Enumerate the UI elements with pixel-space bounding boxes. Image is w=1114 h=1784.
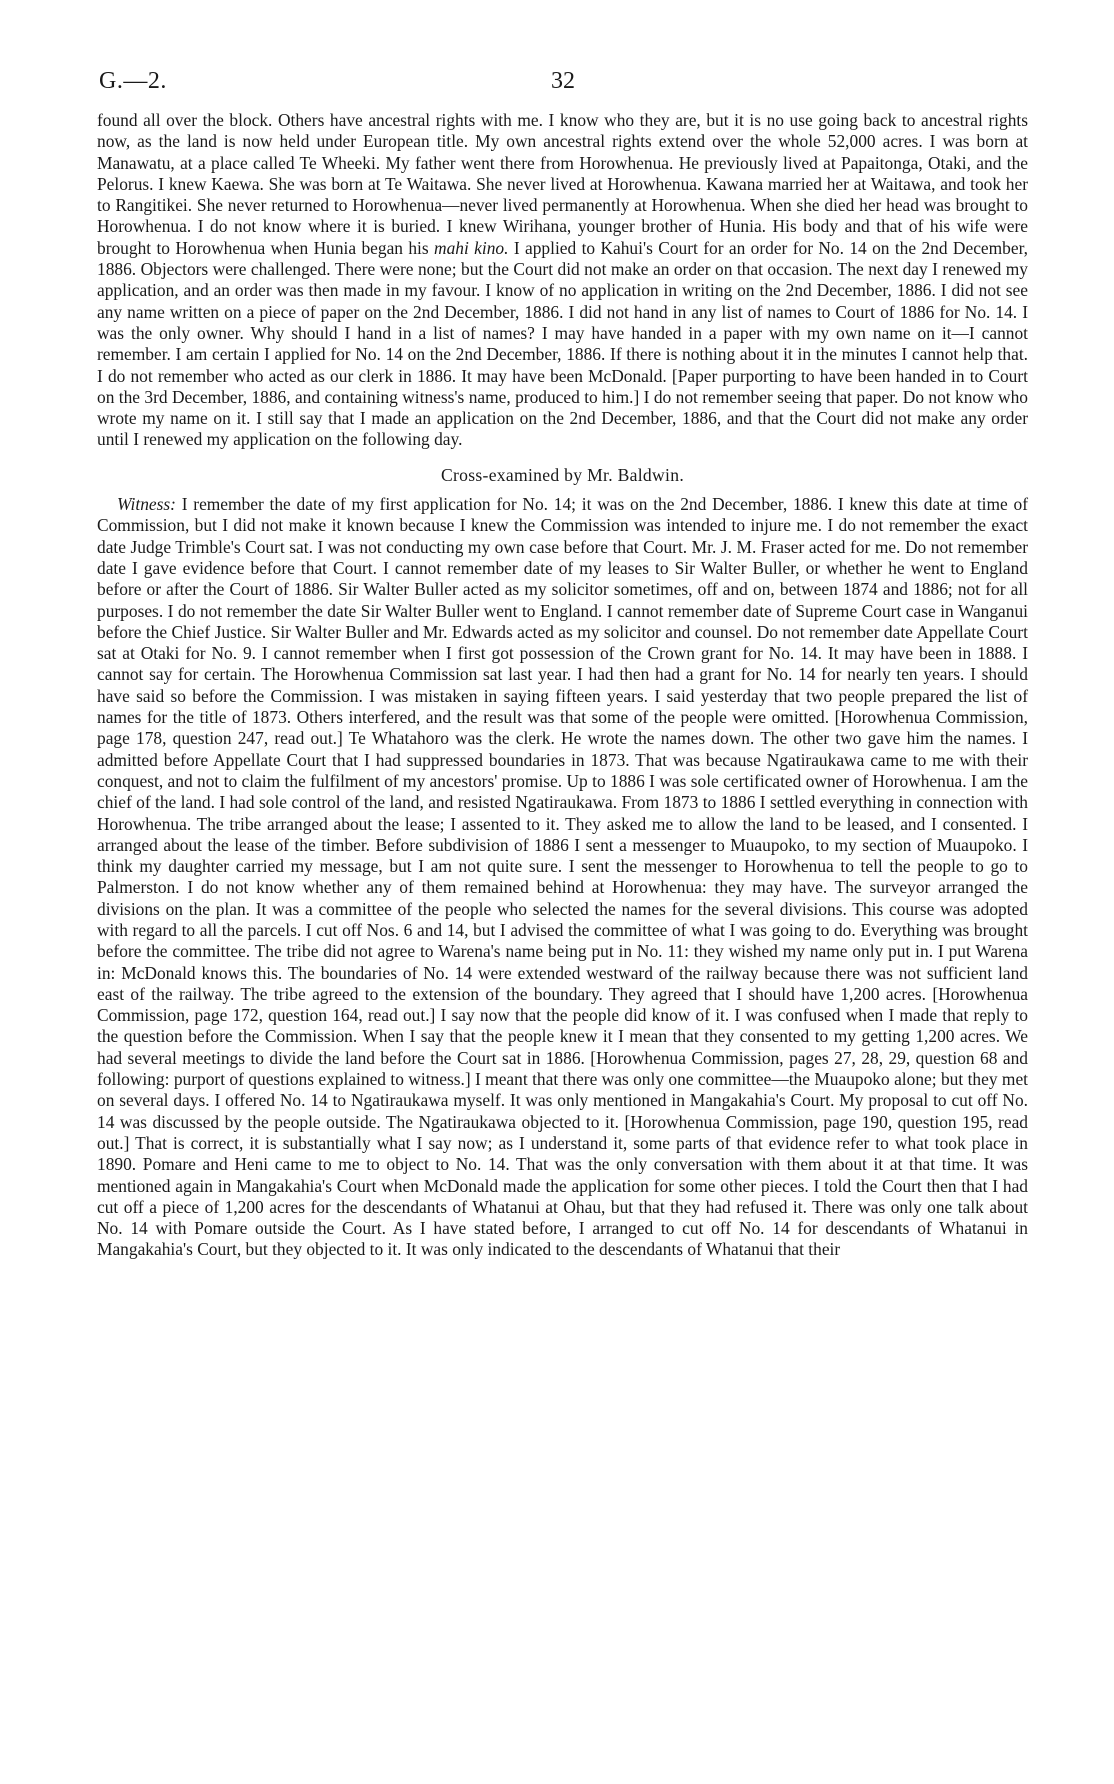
page-header (97, 62, 1028, 102)
speaker-label: Witness: (117, 494, 176, 515)
section-heading: Cross-examined by Mr. Baldwin. (440, 464, 685, 485)
document-reference: G.—2. (99, 68, 167, 94)
paragraph-text: I applied to Kahui's Court for an order for No. 14 on the 2nd December, 1886. Objectors were challenged. There were none; but the Court did not make an order on that occasion. The next day I renewed my application, and an order was then made in my favour. I know of no application in writing on the 2nd December, 1886. I did not see any name written on a piece of paper on the 2nd December, 1886. I did not hand in any list of names to Court of 1886 for No. 14. I was the only owner. Why should I hand in a list of names? I may have handed in a paper with my own name on it—I cannot remember. I am certain I applied for No. 14 on the 2nd December, 1886. If there is nothing about it in the minutes I cannot help that. I do not remember who acted as our clerk in 1886. It may have been McDonald. [Paper purporting to have been handed in to Court on the 3rd December, 1886, and containing witness's name, produced to him.] I do not remember seeing that paper. Do not know who wrote my name on it. I still say that I made an application on the 2nd December, 1886, and that the Court did not make any order until I renewed my application on the following day. (97, 237, 1029, 450)
paragraph-text: I remember the date of my first application for No. 14; it was on the 2nd December, 1886. I knew this date at time of Commission, but I did not make it known because I knew the Commission was intended to injure me. I do not remember the exact date Judge Trimble's Court sat. I was not conducting my own case before that Court. Mr. J. M. Fraser acted for me. Do not remember date I gave evidence before that Court. I cannot remember date of my leases to Sir Walter Buller, or whether he went to England before or after the Court of 1886. Sir Walter Buller acted as my solicitor sometimes, off and on, between 1874 and 1886; not for all purposes. I do not remember the date Sir Walter Buller went to England. I cannot remember date of Supreme Court case in Wanganui before the Chief Justice. Sir Walter Buller and Mr. Edwards acted as my solicitor and counsel. Do not remember date Appellate Court sat at Otaki for No. 9. I cannot remember when I first got possession of the Crown grant for No. 14. It may have been in 1888. I cannot say for certain. The Horowhenua Commission sat last year. I had then had a grant for No. 14 for nearly ten years. I should have said so before the Commission. I was mistaken in saying fifteen years. I said yesterday that two people prepared the list of names for the title of 1873. Others interfered, and the result was that some of the people were omitted. [Horowhenua Commission, page 178, question 247, read out.] Te Whatahoro was the clerk. He wrote the names down. The other two gave him the names. I admitted before Appellate Court that I had suppressed boundaries in 1873. That was because Ngatiraukawa came to me with their conquest, and not to claim the fulfilment of my ancestors' promise. Up to 1886 I was sole certificated owner of Horowhenua. I am the chief of the land. I had sole control of the land, and resisted Ngatiraukawa. From 1873 to 1886 I settled everything in connection with Horowhenua. The tribe arranged about the lease; I assented to it. They asked me to allow the land to be leased, and I consented. I arranged about the lease of the timber. Before subdivision of 1886 I sent a messenger to Muaupoko, to my section of Muaupoko. I think my daughter carried my message, but I am not quite sure. I sent the messenger to Horowhenua to tell the people to go to Palmerston. I do not know whether any of them remained behind at Horowhenua: they may have. The surveyor arranged the divisions on the plan. It was a committee of the people who selected the names for the several divisions. This course was adopted with regard to all the parcels. I cut off Nos. 6 and 14, but I advised the committee of what I was going to do. Everything was brought before the committee. The tribe did not agree to Warena's name being put in No. 11: they wished my name only put in. I put Warena in: McDonald knows this. The boundaries of No. 14 were extended westward of the railway because there was not sufficient land east of the railway. The tribe agreed to the extension of the boundary. They agreed that I should have 1,200 acres. [Horowhenua Commission, page 172, question 164, read out.] I say now that the people did know of it. I was confused when I made that reply to the question before the Commission. When I say that the people knew it I mean that they consented to my getting 1,200 acres. We had several meetings to divide the land before the Court sat in 1886. [Horowhenua Commission, pages 27, 28, 29, question 68 and following: purport of questions explained to witness.] I meant that there was only one committee—the Muaupoko alone; but they met on several days. I offered No. 14 to Ngatiraukawa myself. It was only mentioned in Mangakahia's Court. My proposal to cut off No. 14 was discussed by the people outside. The Ngatiraukawa objected to it. [Horowhenua Commission, page 190, question 195, read out.] That is correct, it is substantially what I say now; as I understand it, some parts of that evidence refer to what took place in 1890. Pomare and Heni came to me to object to No. 14. That was the only conversation with them about it at that time. It was mentioned again in Mangakahia's Court when McDonald made the application for some other pieces. I told the Court then that I had cut off a piece of 1,200 acres for the descendants of Whatanui at Ohau, but that they had refused it. There was only one talk about No. 14 with Pomare outside the Court. As I have stated before, I arranged to cut off No. 14 for descendants of Whatanui in Mangakahia's Court, but they objected to it. It was only indicated to the descendants of Whatanui that their (97, 494, 1028, 1260)
paragraph-text: found all over the block. Others have ancestral rights with me. I know who they are, but it is no use going back to ancestral rights now, as the land is now held under European title. My own ancestral rights extend over the whole 52,000 acres. I was born at Manawatu, at a place called Te Wheeki. My father went there from Horowhenua. He previously lived at Papaitonga, Otaki, and the Pelorus. I knew Kaewa. She was born at Te Waitawa. She never lived at Horowhenua. Kawana married her at Waitawa, and took her to Rangitikei. She never returned to Horowhenua—never lived permanently at Horowhenua. When she died her head was brought to Horowhenua. I do not know where it is buried. I knew Wirihana, younger brother of Hunia. His body and that of his wife were brought to Horowhenua when Hunia began his (97, 110, 1028, 258)
italic-phrase: mahi kino. (434, 237, 509, 258)
paragraph-cross-examination (97, 494, 1028, 1261)
document-body (97, 110, 1028, 1261)
paragraph-evidence (97, 110, 1028, 451)
page-number: 32 (551, 68, 575, 94)
